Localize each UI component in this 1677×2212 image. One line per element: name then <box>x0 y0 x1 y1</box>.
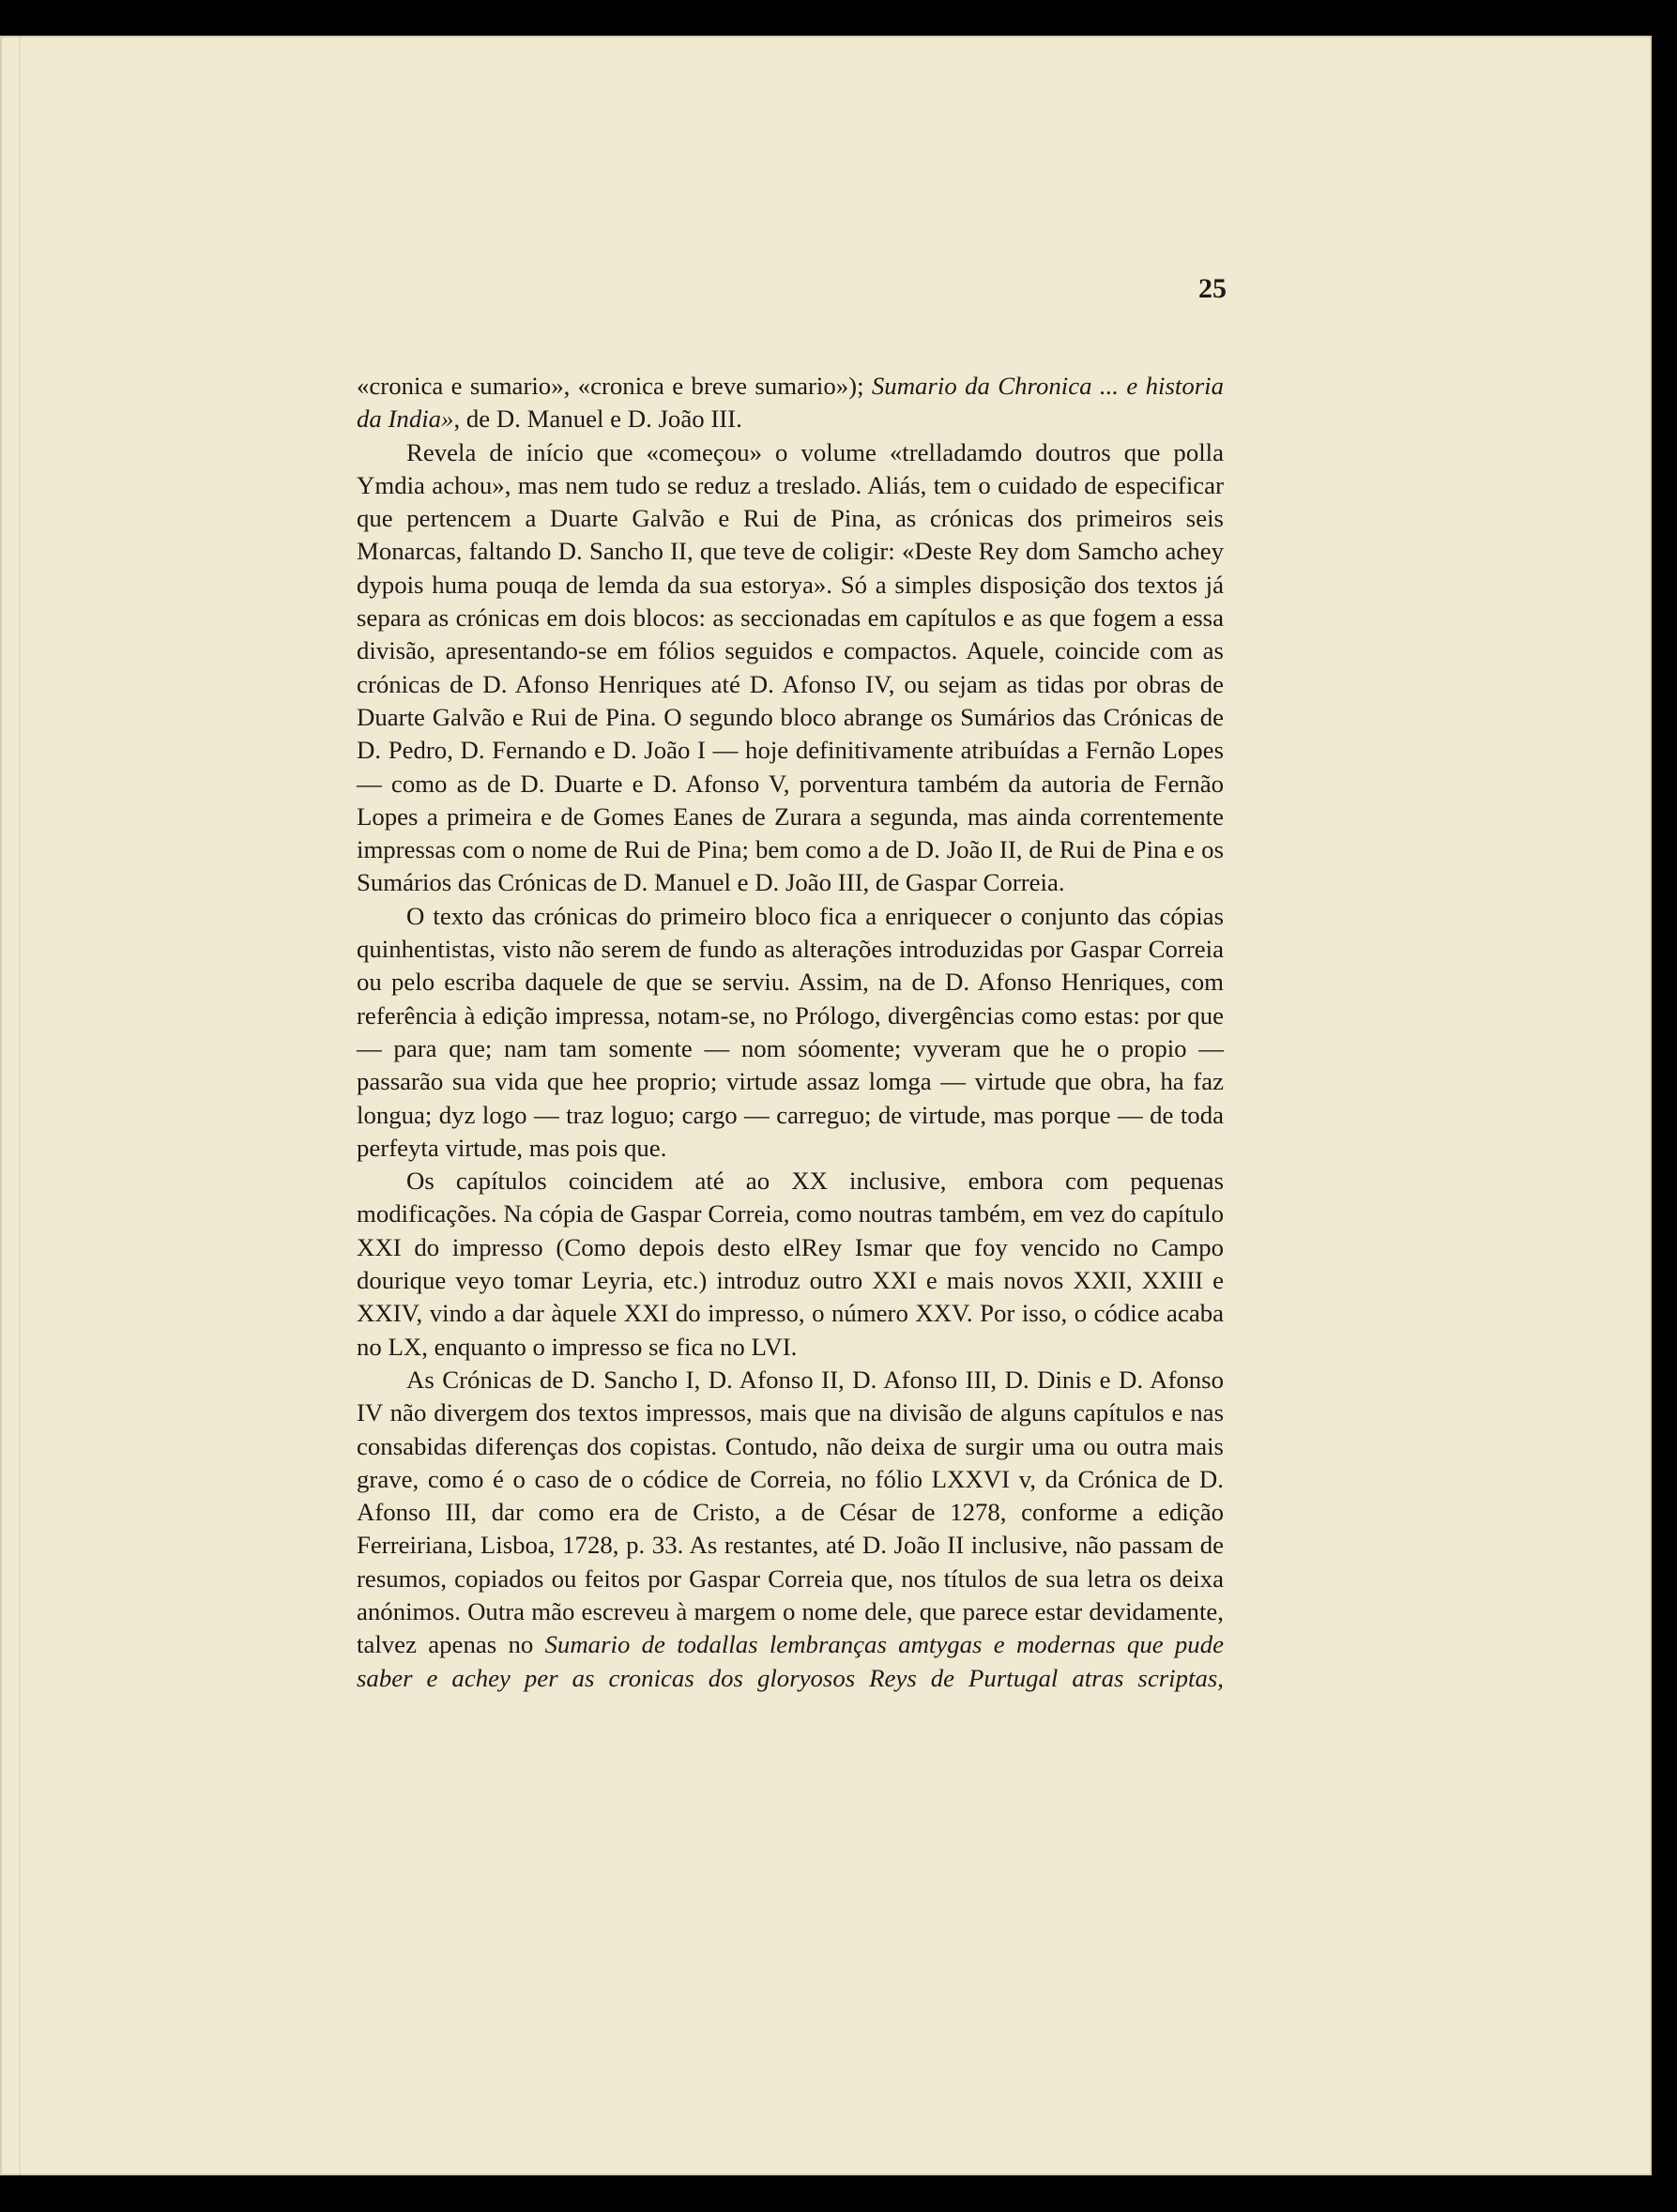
body-text <box>357 370 1224 1695</box>
italic-title: Sumario de todallas lembranças amtygas e modernas que pude saber e achey per as cronicas dos gloryosos Reys de Purtugal atras scriptas, <box>357 1630 1224 1692</box>
paragraph-1 <box>357 370 1224 436</box>
text-run: Revela de início que «começou» o volume «trelladamdo doutros que polla Ymdia achou», mas nem tudo se reduz a treslado. Aliás, tem o cuidado de especificar que pertencem a Duarte Galvão e Rui de Pina, as crónicas dos primeiros seis Monarcas, faltando D. Sancho II, que teve de coligir: «Deste Rey dom Samcho achey dypois huma pouqa de lemda da sua estorya». Só a simples disposição dos textos já separa as crónicas em dois blocos: as seccionadas em capítulos e as que fogem a essa divisão, apresentando-se em fólios seguidos e compactos. Aquele, coincide com as crónicas de D. Afonso Henriques até D. Afonso IV, ou sejam as tidas por obras de Duarte Galvão e Rui de Pina. O segundo bloco abrange os Sumários das Crónicas de D. Pedro, D. Fernando e D. João I — hoje definitivamente atribuídas a Fernão Lopes — como as de D. Duarte e D. Afonso V, porventura também da autoria de Fernão Lopes a primeira e de Gomes Eanes de Zurara a segunda, mas ainda correntemente impressas com o nome de Rui de Pina; bem como a de D. João II, de Rui de Pina e os Sumários das Crónicas de D. Manuel e D. João III, de Gaspar Correia. <box>357 437 1224 897</box>
text-run: , de D. Manuel e D. João III. <box>453 404 742 434</box>
paragraph-4 <box>357 1165 1224 1364</box>
paragraph-2 <box>357 436 1224 900</box>
text-run: «cronica e sumario», «cronica e breve sumario»); <box>357 372 872 400</box>
text-run: O texto das crónicas do primeiro bloco fica a enriquecer o conjunto das cópias quinhentistas, visto não serem de fundo as alterações introduzidas por Gaspar Correia ou pelo escriba daquele de que se serviu. Assim, na de D. Afonso Henriques, com referência à edição impressa, notam-se, no Prólogo, divergências como estas: por que — para que; nam tam somente — nom sóomente; vyveram que he o propio — passarão sua vida que hee proprio; virtude assaz lomga — virtude que obra, ha faz longua; dyz logo — traz loguo; cargo — carreguo; de virtude, mas porque — de toda perfeyta virtude, mas pois que. <box>357 901 1224 1162</box>
text-run: Os capítulos coincidem até ao XX inclusive, embora com pequenas modificações. Na cópia de Gaspar Correia, como noutras também, em vez do capítulo XXI do impresso (Como depois desto elRey Ismar que foy vencido no Campo dourique veyo tomar Leyria, etc.) introduz outro XXI e mais novos XXII, XXIII e XXIV, vindo a dar àquele XXI do impresso, o número XXV. Por isso, o códice acaba no LX, enquanto o impresso se fica no LVI. <box>357 1167 1224 1361</box>
book-page <box>0 36 1652 2175</box>
italic-title: Sumario da Chronica ... e historia da India» <box>357 372 1224 434</box>
page-number: 25 <box>1198 273 1227 304</box>
text-run: As Crónicas de D. Sancho I, D. Afonso II, D. Afonso III, D. Dinis e D. Afonso IV não divergem dos textos impressos, mais que na divisão de alguns capítulos e nas consabidas diferenças dos copistas. Contudo, não deixa de surgir uma ou outra mais grave, como é o caso de o códice de Correia, no fólio LXXVI v, da Crónica de D. Afonso III, dar como era de Cristo, a de César de 1278, conforme a edição Ferreiriana, Lisboa, 1728, p. 33. As restantes, até D. João II inclusive, não passam de resumos, copiados ou feitos por Gaspar Correia que, nos títulos de sua letra os deixa anónimos. Outra mão escreveu à margem o nome dele, que parece estar devidamente, talvez apenas no <box>357 1365 1224 1659</box>
paragraph-5 <box>357 1364 1224 1695</box>
paragraph-3 <box>357 900 1224 1165</box>
